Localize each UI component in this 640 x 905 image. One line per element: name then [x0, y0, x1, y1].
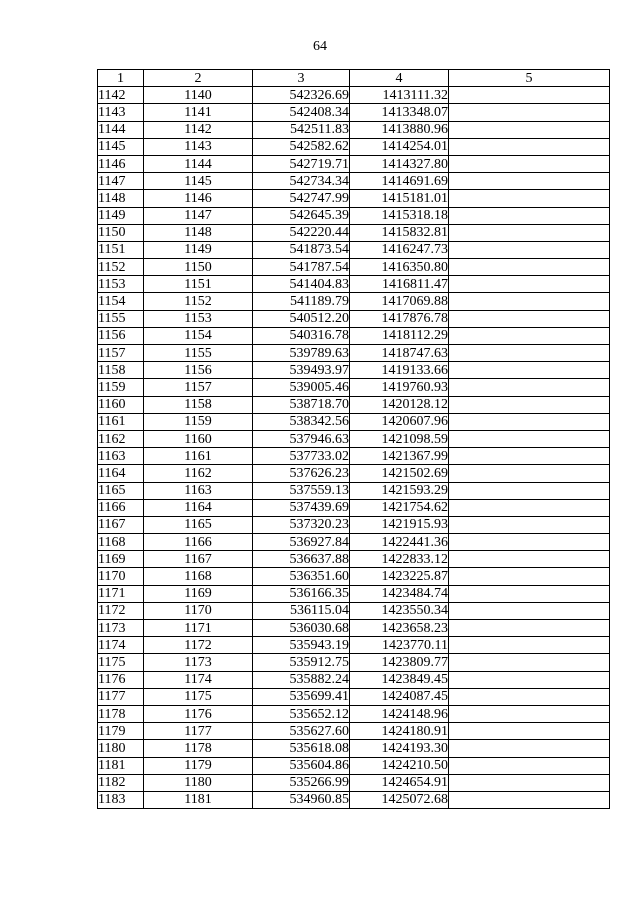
- table-row: [98, 499, 610, 516]
- y-coordinate-cell: 1418747.63: [350, 345, 449, 362]
- x-coordinate-cell: 535882.24: [253, 671, 350, 688]
- table-row: [98, 224, 610, 241]
- y-coordinate-cell: 1424180.91: [350, 723, 449, 740]
- previous-point-cell: 1145: [144, 173, 253, 190]
- note-cell: [449, 740, 610, 757]
- table-row: [98, 241, 610, 258]
- previous-point-cell: 1178: [144, 740, 253, 757]
- x-coordinate-cell: 538342.56: [253, 413, 350, 430]
- note-cell: [449, 259, 610, 276]
- previous-point-cell: 1170: [144, 602, 253, 619]
- previous-point-cell: 1176: [144, 705, 253, 722]
- previous-point-cell: 1163: [144, 482, 253, 499]
- x-coordinate-cell: 535699.41: [253, 688, 350, 705]
- note-cell: [449, 482, 610, 499]
- point-number-cell: 1149: [98, 207, 144, 224]
- y-coordinate-cell: 1421593.29: [350, 482, 449, 499]
- note-cell: [449, 551, 610, 568]
- y-coordinate-cell: 1420128.12: [350, 396, 449, 413]
- y-coordinate-cell: 1423770.11: [350, 637, 449, 654]
- x-coordinate-cell: 539789.63: [253, 345, 350, 362]
- point-number-cell: 1158: [98, 362, 144, 379]
- previous-point-cell: 1177: [144, 723, 253, 740]
- previous-point-cell: 1152: [144, 293, 253, 310]
- x-coordinate-cell: 542220.44: [253, 224, 350, 241]
- table-body: [98, 87, 610, 809]
- table-row: [98, 379, 610, 396]
- x-coordinate-cell: 535627.60: [253, 723, 350, 740]
- point-number-cell: 1145: [98, 138, 144, 155]
- note-cell: [449, 688, 610, 705]
- table-row: [98, 104, 610, 121]
- note-cell: [449, 396, 610, 413]
- note-cell: [449, 757, 610, 774]
- table-row: [98, 293, 610, 310]
- previous-point-cell: 1151: [144, 276, 253, 293]
- point-number-cell: 1164: [98, 465, 144, 482]
- previous-point-cell: 1154: [144, 327, 253, 344]
- previous-point-cell: 1173: [144, 654, 253, 671]
- previous-point-cell: 1165: [144, 516, 253, 533]
- table-header-row: [98, 70, 610, 87]
- previous-point-cell: 1162: [144, 465, 253, 482]
- note-cell: [449, 293, 610, 310]
- x-coordinate-cell: 535943.19: [253, 637, 350, 654]
- x-coordinate-cell: 535266.99: [253, 774, 350, 791]
- point-number-cell: 1176: [98, 671, 144, 688]
- x-coordinate-cell: 536927.84: [253, 534, 350, 551]
- y-coordinate-cell: 1423849.45: [350, 671, 449, 688]
- x-coordinate-cell: 542719.71: [253, 155, 350, 172]
- point-number-cell: 1181: [98, 757, 144, 774]
- note-cell: [449, 705, 610, 722]
- note-cell: [449, 413, 610, 430]
- table-row: [98, 705, 610, 722]
- table-row: [98, 482, 610, 499]
- point-number-cell: 1152: [98, 259, 144, 276]
- previous-point-cell: 1158: [144, 396, 253, 413]
- x-coordinate-cell: 539005.46: [253, 379, 350, 396]
- note-cell: [449, 637, 610, 654]
- note-cell: [449, 791, 610, 808]
- previous-point-cell: 1172: [144, 637, 253, 654]
- previous-point-cell: 1144: [144, 155, 253, 172]
- note-cell: [449, 241, 610, 258]
- y-coordinate-cell: 1419760.93: [350, 379, 449, 396]
- note-cell: [449, 516, 610, 533]
- y-coordinate-cell: 1422441.36: [350, 534, 449, 551]
- previous-point-cell: 1166: [144, 534, 253, 551]
- point-number-cell: 1180: [98, 740, 144, 757]
- point-number-cell: 1169: [98, 551, 144, 568]
- x-coordinate-cell: 541787.54: [253, 259, 350, 276]
- note-cell: [449, 499, 610, 516]
- table-row: [98, 585, 610, 602]
- y-coordinate-cell: 1419133.66: [350, 362, 449, 379]
- y-coordinate-cell: 1417876.78: [350, 310, 449, 327]
- y-coordinate-cell: 1423225.87: [350, 568, 449, 585]
- x-coordinate-cell: 542511.83: [253, 121, 350, 138]
- point-number-cell: 1174: [98, 637, 144, 654]
- x-coordinate-cell: 536351.60: [253, 568, 350, 585]
- previous-point-cell: 1174: [144, 671, 253, 688]
- point-number-cell: 1183: [98, 791, 144, 808]
- table-row: [98, 310, 610, 327]
- note-cell: [449, 362, 610, 379]
- table-row: [98, 516, 610, 533]
- table-row: [98, 791, 610, 808]
- point-number-cell: 1163: [98, 448, 144, 465]
- column-header: 4: [350, 70, 449, 87]
- note-cell: [449, 104, 610, 121]
- note-cell: [449, 190, 610, 207]
- previous-point-cell: 1168: [144, 568, 253, 585]
- table-row: [98, 430, 610, 447]
- column-header: 1: [98, 70, 144, 87]
- y-coordinate-cell: 1415181.01: [350, 190, 449, 207]
- table-row: [98, 551, 610, 568]
- y-coordinate-cell: 1422833.12: [350, 551, 449, 568]
- previous-point-cell: 1156: [144, 362, 253, 379]
- table-row: [98, 362, 610, 379]
- column-header: 2: [144, 70, 253, 87]
- previous-point-cell: 1181: [144, 791, 253, 808]
- note-cell: [449, 138, 610, 155]
- point-number-cell: 1146: [98, 155, 144, 172]
- x-coordinate-cell: 542582.62: [253, 138, 350, 155]
- y-coordinate-cell: 1415832.81: [350, 224, 449, 241]
- previous-point-cell: 1149: [144, 241, 253, 258]
- x-coordinate-cell: 537626.23: [253, 465, 350, 482]
- point-number-cell: 1147: [98, 173, 144, 190]
- column-header: 5: [449, 70, 610, 87]
- point-number-cell: 1144: [98, 121, 144, 138]
- note-cell: [449, 465, 610, 482]
- note-cell: [449, 430, 610, 447]
- note-cell: [449, 585, 610, 602]
- point-number-cell: 1157: [98, 345, 144, 362]
- y-coordinate-cell: 1414254.01: [350, 138, 449, 155]
- table-row: [98, 723, 610, 740]
- note-cell: [449, 671, 610, 688]
- y-coordinate-cell: 1423658.23: [350, 620, 449, 637]
- x-coordinate-cell: 537439.69: [253, 499, 350, 516]
- point-number-cell: 1177: [98, 688, 144, 705]
- y-coordinate-cell: 1414691.69: [350, 173, 449, 190]
- y-coordinate-cell: 1414327.80: [350, 155, 449, 172]
- note-cell: [449, 602, 610, 619]
- coordinates-table: [97, 69, 610, 809]
- y-coordinate-cell: 1421502.69: [350, 465, 449, 482]
- x-coordinate-cell: 541873.54: [253, 241, 350, 258]
- y-coordinate-cell: 1420607.96: [350, 413, 449, 430]
- x-coordinate-cell: 537559.13: [253, 482, 350, 499]
- previous-point-cell: 1167: [144, 551, 253, 568]
- x-coordinate-cell: 536115.04: [253, 602, 350, 619]
- y-coordinate-cell: 1417069.88: [350, 293, 449, 310]
- note-cell: [449, 723, 610, 740]
- y-coordinate-cell: 1421915.93: [350, 516, 449, 533]
- table-row: [98, 327, 610, 344]
- point-number-cell: 1151: [98, 241, 144, 258]
- table-row: [98, 620, 610, 637]
- x-coordinate-cell: 537733.02: [253, 448, 350, 465]
- x-coordinate-cell: 536166.35: [253, 585, 350, 602]
- point-number-cell: 1162: [98, 430, 144, 447]
- note-cell: [449, 173, 610, 190]
- previous-point-cell: 1161: [144, 448, 253, 465]
- previous-point-cell: 1180: [144, 774, 253, 791]
- x-coordinate-cell: 540316.78: [253, 327, 350, 344]
- point-number-cell: 1148: [98, 190, 144, 207]
- table-row: [98, 448, 610, 465]
- x-coordinate-cell: 535604.86: [253, 757, 350, 774]
- previous-point-cell: 1146: [144, 190, 253, 207]
- note-cell: [449, 345, 610, 362]
- column-header: 3: [253, 70, 350, 87]
- note-cell: [449, 207, 610, 224]
- table-row: [98, 173, 610, 190]
- point-number-cell: 1178: [98, 705, 144, 722]
- x-coordinate-cell: 542408.34: [253, 104, 350, 121]
- note-cell: [449, 224, 610, 241]
- table-row: [98, 276, 610, 293]
- table-row: [98, 396, 610, 413]
- point-number-cell: 1170: [98, 568, 144, 585]
- y-coordinate-cell: 1421754.62: [350, 499, 449, 516]
- y-coordinate-cell: 1416247.73: [350, 241, 449, 258]
- previous-point-cell: 1153: [144, 310, 253, 327]
- note-cell: [449, 276, 610, 293]
- point-number-cell: 1159: [98, 379, 144, 396]
- table-row: [98, 345, 610, 362]
- y-coordinate-cell: 1413111.32: [350, 87, 449, 104]
- note-cell: [449, 87, 610, 104]
- y-coordinate-cell: 1424210.50: [350, 757, 449, 774]
- table-row: [98, 757, 610, 774]
- table-row: [98, 534, 610, 551]
- note-cell: [449, 774, 610, 791]
- previous-point-cell: 1143: [144, 138, 253, 155]
- point-number-cell: 1156: [98, 327, 144, 344]
- point-number-cell: 1182: [98, 774, 144, 791]
- previous-point-cell: 1148: [144, 224, 253, 241]
- previous-point-cell: 1169: [144, 585, 253, 602]
- y-coordinate-cell: 1423809.77: [350, 654, 449, 671]
- x-coordinate-cell: 542734.34: [253, 173, 350, 190]
- x-coordinate-cell: 535618.08: [253, 740, 350, 757]
- previous-point-cell: 1175: [144, 688, 253, 705]
- x-coordinate-cell: 536637.88: [253, 551, 350, 568]
- point-number-cell: 1173: [98, 620, 144, 637]
- previous-point-cell: 1171: [144, 620, 253, 637]
- table-row: [98, 138, 610, 155]
- table-row: [98, 568, 610, 585]
- table-row: [98, 121, 610, 138]
- x-coordinate-cell: 538718.70: [253, 396, 350, 413]
- note-cell: [449, 654, 610, 671]
- y-coordinate-cell: 1416811.47: [350, 276, 449, 293]
- y-coordinate-cell: 1416350.80: [350, 259, 449, 276]
- point-number-cell: 1165: [98, 482, 144, 499]
- point-number-cell: 1166: [98, 499, 144, 516]
- x-coordinate-cell: 537320.23: [253, 516, 350, 533]
- y-coordinate-cell: 1413348.07: [350, 104, 449, 121]
- point-number-cell: 1143: [98, 104, 144, 121]
- table-row: [98, 465, 610, 482]
- x-coordinate-cell: 534960.85: [253, 791, 350, 808]
- previous-point-cell: 1155: [144, 345, 253, 362]
- y-coordinate-cell: 1423484.74: [350, 585, 449, 602]
- previous-point-cell: 1141: [144, 104, 253, 121]
- x-coordinate-cell: 541189.79: [253, 293, 350, 310]
- y-coordinate-cell: 1421367.99: [350, 448, 449, 465]
- point-number-cell: 1167: [98, 516, 144, 533]
- point-number-cell: 1153: [98, 276, 144, 293]
- note-cell: [449, 534, 610, 551]
- note-cell: [449, 568, 610, 585]
- previous-point-cell: 1150: [144, 259, 253, 276]
- point-number-cell: 1155: [98, 310, 144, 327]
- x-coordinate-cell: 535912.75: [253, 654, 350, 671]
- page-number: 64: [313, 39, 327, 54]
- note-cell: [449, 448, 610, 465]
- y-coordinate-cell: 1424087.45: [350, 688, 449, 705]
- point-number-cell: 1171: [98, 585, 144, 602]
- table-row: [98, 155, 610, 172]
- point-number-cell: 1161: [98, 413, 144, 430]
- previous-point-cell: 1157: [144, 379, 253, 396]
- point-number-cell: 1179: [98, 723, 144, 740]
- x-coordinate-cell: 541404.83: [253, 276, 350, 293]
- point-number-cell: 1154: [98, 293, 144, 310]
- previous-point-cell: 1179: [144, 757, 253, 774]
- note-cell: [449, 620, 610, 637]
- point-number-cell: 1160: [98, 396, 144, 413]
- x-coordinate-cell: 542326.69: [253, 87, 350, 104]
- table-row: [98, 190, 610, 207]
- table-row: [98, 740, 610, 757]
- note-cell: [449, 310, 610, 327]
- point-number-cell: 1142: [98, 87, 144, 104]
- x-coordinate-cell: 539493.97: [253, 362, 350, 379]
- x-coordinate-cell: 535652.12: [253, 705, 350, 722]
- y-coordinate-cell: 1424654.91: [350, 774, 449, 791]
- y-coordinate-cell: 1425072.68: [350, 791, 449, 808]
- point-number-cell: 1175: [98, 654, 144, 671]
- y-coordinate-cell: 1418112.29: [350, 327, 449, 344]
- y-coordinate-cell: 1424193.30: [350, 740, 449, 757]
- y-coordinate-cell: 1423550.34: [350, 602, 449, 619]
- x-coordinate-cell: 536030.68: [253, 620, 350, 637]
- y-coordinate-cell: 1415318.18: [350, 207, 449, 224]
- x-coordinate-cell: 542747.99: [253, 190, 350, 207]
- table-row: [98, 87, 610, 104]
- table-row: [98, 413, 610, 430]
- table-row: [98, 671, 610, 688]
- y-coordinate-cell: 1413880.96: [350, 121, 449, 138]
- table-row: [98, 602, 610, 619]
- table-row: [98, 654, 610, 671]
- previous-point-cell: 1160: [144, 430, 253, 447]
- note-cell: [449, 121, 610, 138]
- x-coordinate-cell: 540512.20: [253, 310, 350, 327]
- previous-point-cell: 1142: [144, 121, 253, 138]
- y-coordinate-cell: 1424148.96: [350, 705, 449, 722]
- point-number-cell: 1172: [98, 602, 144, 619]
- note-cell: [449, 327, 610, 344]
- y-coordinate-cell: 1421098.59: [350, 430, 449, 447]
- previous-point-cell: 1140: [144, 87, 253, 104]
- previous-point-cell: 1164: [144, 499, 253, 516]
- table-row: [98, 207, 610, 224]
- point-number-cell: 1168: [98, 534, 144, 551]
- previous-point-cell: 1147: [144, 207, 253, 224]
- note-cell: [449, 155, 610, 172]
- table-row: [98, 774, 610, 791]
- point-number-cell: 1150: [98, 224, 144, 241]
- table-row: [98, 259, 610, 276]
- x-coordinate-cell: 542645.39: [253, 207, 350, 224]
- table-row: [98, 688, 610, 705]
- table-row: [98, 637, 610, 654]
- previous-point-cell: 1159: [144, 413, 253, 430]
- x-coordinate-cell: 537946.63: [253, 430, 350, 447]
- note-cell: [449, 379, 610, 396]
